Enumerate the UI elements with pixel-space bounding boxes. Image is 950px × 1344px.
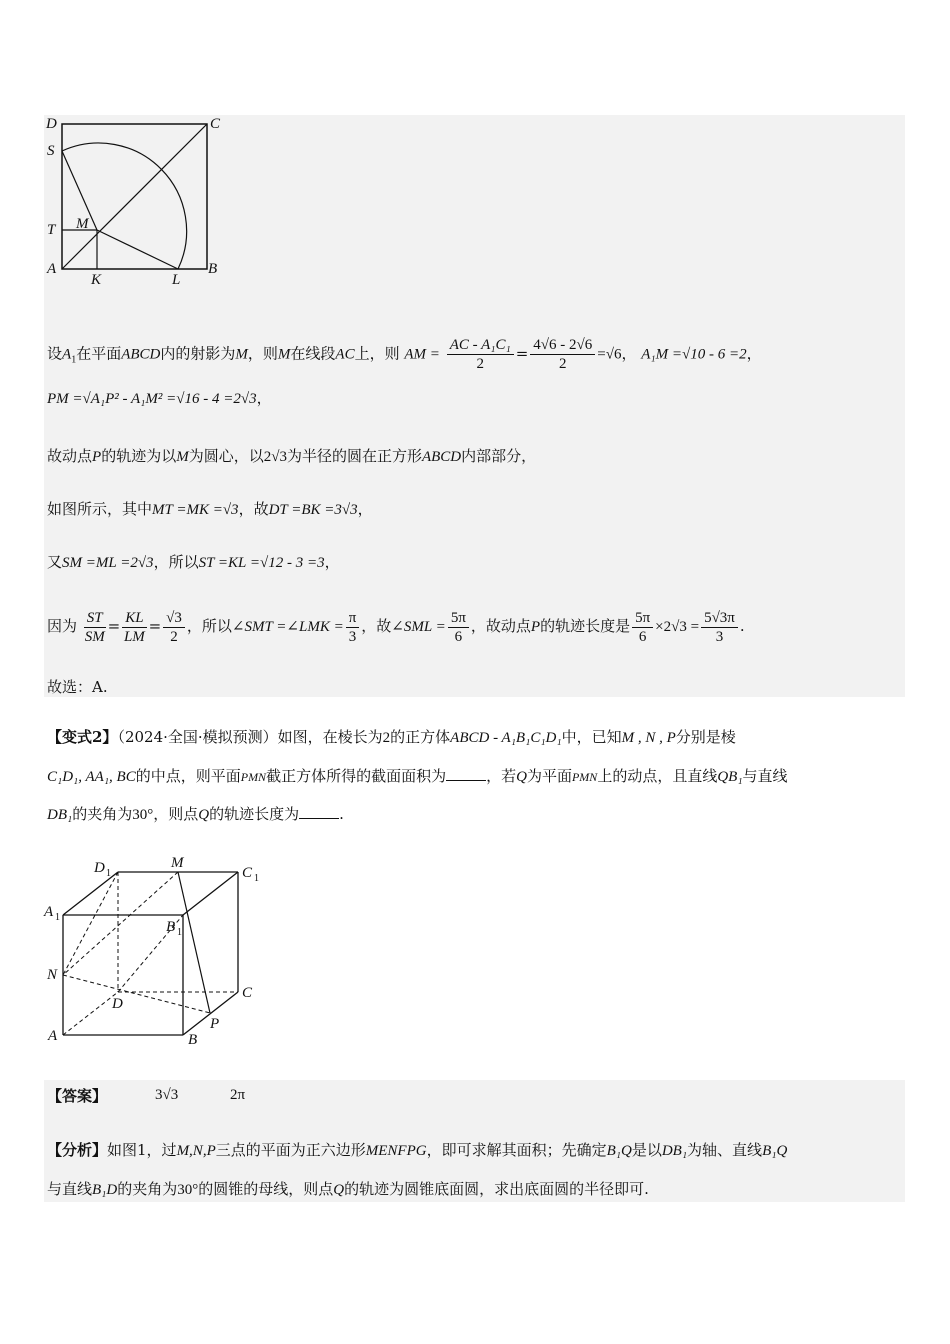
label-M: M: [171, 855, 184, 871]
label-D: D: [112, 996, 123, 1012]
analysis-line-1: [47, 1138, 787, 1163]
answer-blank-2[interactable]: [299, 804, 339, 819]
label-D1: D: [94, 860, 105, 876]
text: 分别是棱: [675, 728, 736, 746]
label-A: A: [47, 261, 57, 277]
answer-label: 【答案】: [47, 1087, 108, 1105]
square-arc-figure: [40, 112, 280, 292]
text: ，故: [361, 617, 392, 635]
text: ，所以: [153, 553, 199, 571]
analysis-label: 【分析】: [47, 1141, 108, 1159]
math: PM =√A₁P² - A₁M² =√16 - 4 =2√3: [47, 391, 257, 407]
math: Q: [333, 1182, 345, 1198]
text: 为半径的圆在正方形: [286, 447, 422, 465]
math: M: [277, 346, 291, 363]
text: ，则: [247, 344, 278, 363]
math: =√6: [597, 346, 622, 363]
math: P: [530, 619, 541, 635]
math: C₁D₁, AA₁, BC: [47, 769, 136, 785]
text: ，即可求解其面积；先确定: [426, 1141, 607, 1159]
math: DB₁: [47, 807, 73, 823]
math: 30°: [177, 1182, 199, 1198]
math: M , N , P: [621, 730, 676, 746]
solution-line-7: [47, 675, 108, 699]
label-M: M: [76, 216, 89, 232]
math: ∠SMT =∠LMK =: [231, 619, 344, 635]
label-D: D: [46, 116, 57, 132]
text: 与直线: [742, 767, 788, 785]
math: 30°: [132, 807, 154, 823]
math: ∠SML =: [391, 619, 446, 635]
text: 的夹角为: [72, 805, 133, 823]
math: B₁Q: [762, 1143, 788, 1159]
text: ，若: [486, 767, 517, 785]
label-C1: C: [242, 865, 253, 881]
solution-line-2: [47, 386, 272, 411]
text: 三点的平面为正六边形: [215, 1141, 366, 1159]
fraction: $\frac{KL}{LM}$: [123, 609, 145, 645]
solution-line-1: 设$A_1$在平面ABCD内的射影为M，则M在线段AC上，则 AM = $\frac{\text{AC - A₁C₁}}{2}$ = $\frac{4√6 - 2√6}{2}$ =√6， A₁M =√10 - 6 =2，: [47, 337, 762, 372]
math: A₁M =√10 - 6 =2: [641, 346, 747, 363]
text: 的夹角为: [117, 1180, 178, 1198]
text: 为圆心，以: [188, 447, 264, 465]
answer-value-1: 3√3: [155, 1087, 179, 1103]
math: 2√3: [263, 449, 287, 465]
conclusion-text: 故选：A.: [47, 678, 108, 696]
math: PMN: [240, 770, 267, 784]
math: B₁D: [92, 1182, 118, 1198]
text: ，: [357, 500, 373, 518]
label-N: N: [47, 967, 58, 983]
text: 的正方体: [390, 728, 451, 746]
math: DB₁: [661, 1143, 688, 1159]
text: 为平面: [526, 767, 572, 785]
math: B₁Q: [606, 1143, 632, 1159]
subscript: 1: [254, 873, 259, 884]
fraction: $\frac{4√6 - 2√6}{2}$: [530, 336, 595, 373]
text: 如图1，过: [107, 1141, 177, 1159]
math: SM =ML =2√3: [62, 555, 154, 571]
text: .: [739, 617, 745, 635]
text: 上的动点，且直线: [597, 767, 718, 785]
math: ×2√3 =: [655, 619, 700, 635]
text: 与直线: [47, 1180, 93, 1198]
text: 的圆锥的母线，则点: [198, 1180, 334, 1198]
text: 中，已知: [561, 728, 622, 746]
problem-line-3: [47, 802, 344, 827]
math: PMN: [571, 770, 598, 784]
math: M: [176, 449, 189, 465]
fraction: $\frac{\text{AC - A₁C₁}}{2}$: [447, 336, 514, 373]
math: A: [62, 346, 72, 363]
cube-figure: [40, 850, 280, 1050]
fraction: $\frac{5\pi}{6}$: [632, 609, 653, 646]
text: ，: [621, 344, 637, 363]
label-C: C: [242, 985, 253, 1001]
text: ，: [256, 389, 272, 407]
fraction: $\frac{5√3\pi}{3}$: [701, 609, 738, 646]
fraction: $\frac{√3}{2}$: [163, 609, 185, 646]
math: AC: [335, 346, 355, 363]
math: Q: [198, 807, 210, 823]
text: 在线段: [290, 344, 336, 363]
text: 是以: [631, 1141, 662, 1159]
text: 的轨迹为以: [101, 447, 177, 465]
text: ，故动点: [470, 617, 531, 635]
text: 上，则: [354, 344, 400, 363]
text: 内的射影为: [160, 344, 236, 363]
text: 设: [47, 344, 63, 363]
label-T: T: [47, 222, 56, 238]
label-A1: A: [44, 904, 54, 920]
math: QB₁: [717, 769, 743, 785]
text: ，所以: [186, 617, 232, 635]
answer-blank-1[interactable]: [446, 766, 486, 781]
fraction: $\frac{5\pi}{6}$: [448, 609, 469, 646]
text: 的轨迹为圆锥底面圆，求出底面圆的半径即可.: [344, 1180, 649, 1198]
solution-line-6: 因为 $\frac{ST}{SM}$ = $\frac{KL}{LM}$ = $\frac{√3}{2}$ ，所以∠SMT =∠LMK = $\frac{\pi}{3}$ ，故∠SML = $\frac{5\pi}{6}$ ，故动点P的轨迹长度是 $\frac{5\pi}{6}$ ×2√3 = $\frac{5√3\pi}{3}$ .: [47, 609, 745, 645]
problem-line-2: [47, 764, 788, 789]
math: ABCD: [121, 346, 161, 363]
label-L: L: [172, 272, 181, 288]
text: ，: [746, 344, 762, 363]
text: 截正方体所得的截面面积为: [266, 767, 447, 785]
text: .: [339, 805, 344, 823]
text: 如图所示，其中: [47, 500, 153, 518]
label-S: S: [47, 143, 55, 159]
label-A: A: [48, 1028, 58, 1044]
fraction: $\frac{ST}{SM}$: [84, 609, 105, 645]
math: MT =MK =√3: [152, 502, 239, 518]
math: 2: [382, 730, 391, 746]
math: P: [92, 449, 102, 465]
text: 的中点，则平面: [135, 767, 241, 785]
math: ABCD - A₁B₁C₁D₁: [450, 730, 562, 746]
problem-tag: 【变式2】: [47, 728, 118, 746]
text: 内部部分，: [461, 447, 537, 465]
math: ABCD: [421, 449, 462, 465]
subscript: 1: [55, 912, 60, 923]
text: ，: [324, 553, 340, 571]
text: 在平面: [76, 344, 122, 363]
text: ，故: [238, 500, 269, 518]
math: M: [235, 346, 248, 363]
text: （2024·全国·模拟预测）如图，在棱长为: [117, 728, 383, 746]
math: ST =KL =√12 - 3 =3: [198, 555, 325, 571]
text: 的轨迹长度是: [540, 617, 631, 635]
math: MENFPG: [365, 1143, 427, 1159]
label-B: B: [208, 261, 218, 277]
text: 为轴、直线: [687, 1141, 763, 1159]
math: Q: [516, 769, 527, 785]
text: 故动点: [47, 447, 93, 465]
label-P: P: [210, 1016, 220, 1032]
label-C: C: [210, 116, 221, 132]
math: M,N,P: [176, 1143, 216, 1159]
solution-line-3: [47, 444, 536, 469]
label-B: B: [188, 1032, 198, 1048]
math: AM =: [404, 346, 440, 363]
text: ，则点: [153, 805, 199, 823]
text: 因为: [47, 617, 78, 635]
label-B1: B: [166, 919, 176, 935]
math: DT =BK =3√3: [268, 502, 358, 518]
answer-line: [47, 1084, 107, 1108]
subscript: 1: [177, 927, 182, 938]
problem-line-1: [47, 725, 736, 750]
solution-line-5: [47, 550, 340, 575]
label-K: K: [91, 272, 102, 288]
text: 的轨迹长度为: [209, 805, 300, 823]
analysis-line-2: [47, 1177, 649, 1202]
fraction: $\frac{\pi}{3}$: [346, 609, 360, 646]
answer-value-2: 2π: [230, 1087, 246, 1103]
subscript: 1: [106, 868, 111, 879]
solution-line-4: [47, 497, 373, 522]
text: 又: [47, 553, 63, 571]
